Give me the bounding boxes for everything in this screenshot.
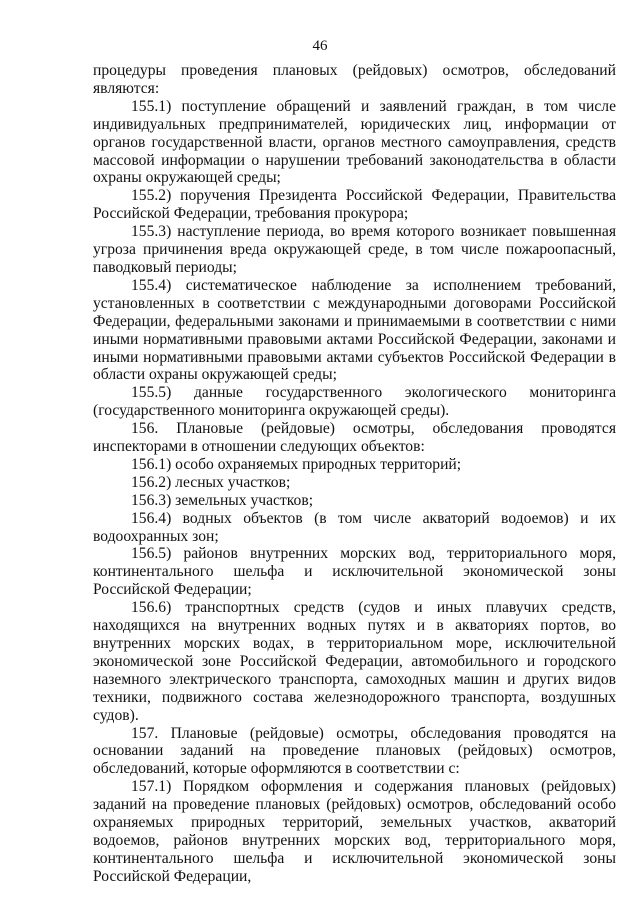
paragraph-155-3: 155.3) наступление периода, во время которого возникает повышенная угроза причинения вреда окружающей среде, в том числе пожароопасный, паводковый периоды; [93,223,616,276]
paragraph-156-4: 156.4) водных объектов (в том числе акваторий водоемов) и их водоохранных зон; [93,509,616,545]
paragraph-156: 156. Плановые (рейдовые) осмотры, обследования проводятся инспекторами в отношении следующих объектов: [93,420,616,456]
page-number: 46 [312,38,328,54]
paragraph-intro: процедуры проведения плановых (рейдовых) осмотров, обследований являются: [93,62,616,97]
paragraph-156-2: 156.2) лесных участков; [131,473,291,491]
paragraph-155-4: 155.4) систематическое наблюдение за исполнением требований, установленных в соответствии с международными договорами Российской Федерации, федеральными законами и принимаемыми в соответствии с ними иными нормативными правовыми актами Российской Федерации, законами и иными нормативными правовыми актами субъектов Российской Федерации в области охраны окружающей среды; [93,276,616,384]
paragraph-156-1: 156.1) особо охраняемых природных территорий; [131,455,462,473]
paragraph-157: 157. Плановые (рейдовые) осмотры, обследования проводятся на основании заданий на проведение плановых (рейдовых) осмотров, обследований, которые оформляются в соответствии с: [93,724,616,778]
paragraph-157-1: 157.1) Порядком оформления и содержания плановых (рейдовых) заданий на проведение плановых (рейдовых) осмотров, обследований особо охраняемых природных территорий, земельных участков, акваторий водоемов, районов внутренних морских вод, территориального моря, континентального шельфа и исключительной экономической зоны Российской Федерации, [93,778,616,885]
paragraph-155-5: 155.5) данные государственного экологического мониторинга (государственного мониторинга окружающей среды). [93,384,616,420]
paragraph-155-1: 155.1) поступление обращений и заявлений граждан, в том числе индивидуальных предпринимателей, юридических лиц, информации от органов государственной власти, органов местного самоуправления, средств массовой информации о нарушении требований законодательства в области охраны окружающей среды; [93,97,616,187]
paragraph-156-5: 156.5) районов внутренних морских вод, территориального моря, континентального шельфа и исключительной экономической зоны Российской Федерации; [93,545,616,599]
paragraph-155-2: 155.2) поручения Президента Российской Федерации, Правительства Российской Федерации, требования прокурора; [93,187,616,223]
paragraph-156-3: 156.3) земельных участков; [131,491,314,509]
paragraph-156-6: 156.6) транспортных средств (судов и иных плавучих средств, находящихся на внутренних водных путях и в акваториях портов, во внутренних морских водах, в территориальном море, исключительной экономической зоне Российской Федерации, автомобильного и городского наземного электрического транспорта, самоходных машин и других видов техники, подвижного состава железнодорожного транспорта, воздушных судов). [93,599,616,724]
document-body [93,62,616,886]
